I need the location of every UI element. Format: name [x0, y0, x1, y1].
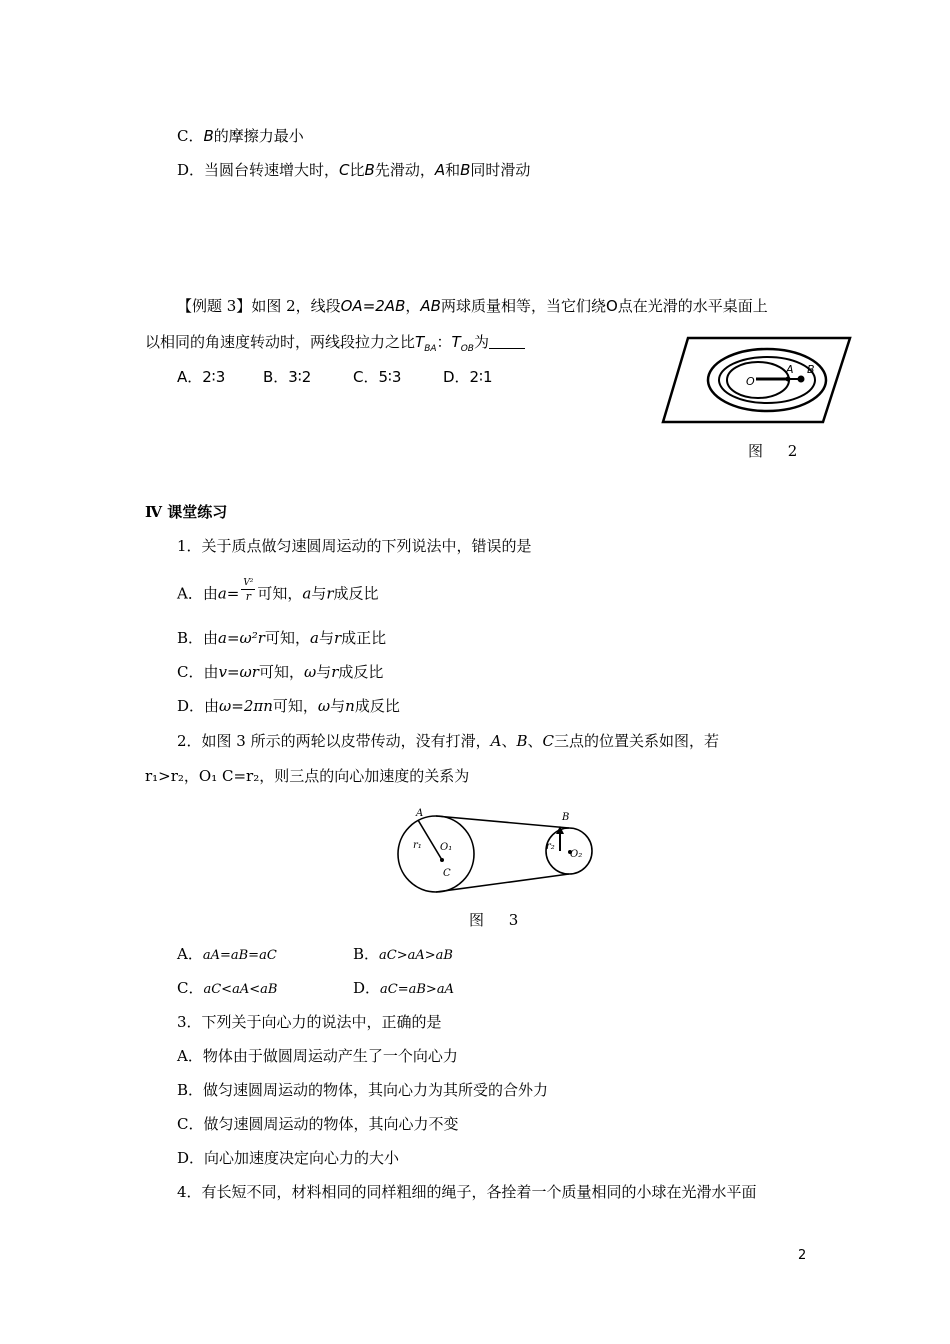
variable: T: [451, 333, 461, 351]
q4-stem: 4．有长短不同，材料相同的同样粗细的绳子，各拴着一个质量相同的小球在光滑水平面: [177, 1183, 757, 1201]
text: 与: [318, 629, 334, 647]
figure-2: [660, 335, 854, 427]
text: 可知，: [258, 663, 304, 681]
variable: B: [203, 127, 214, 145]
q1-stem: 1．关于质点做匀速圆周运动的下列说法中，错误的是: [177, 537, 532, 555]
page-number: 2: [798, 1248, 807, 1263]
variable: r: [333, 629, 342, 647]
text: 三点的位置关系如图，若: [554, 732, 720, 750]
text: A．由: [177, 584, 218, 603]
label-a: A: [786, 363, 794, 376]
text: 与: [330, 697, 346, 715]
text: 成反比: [338, 663, 384, 681]
subscript: BA: [424, 344, 437, 354]
text: 可知，: [272, 697, 318, 715]
q2-line-2: r₁>r₂，O₁ C=r₂，则三点的向心加速度的关系为: [145, 767, 470, 785]
q2-options-row-2: [177, 978, 454, 1000]
option-a: A．2∶3: [177, 368, 226, 386]
option-b-prefix: B．: [353, 945, 380, 963]
variable: n: [345, 697, 355, 715]
q1-option-a: [177, 578, 379, 608]
q1-option-c: [177, 662, 383, 682]
q3-option-d: D．向心加速度决定向心力的大小: [177, 1149, 400, 1167]
option-c: C．5∶3: [353, 368, 402, 386]
option-d-formula: aC=aB>aA: [380, 982, 454, 997]
label-r1: r₁: [413, 840, 422, 851]
label-a: A: [416, 808, 424, 819]
section-title: Ⅳ 课堂练习: [145, 503, 228, 521]
q3-option-b: B．做匀速圆周运动的物体，其向心力为其所受的合外力: [177, 1081, 549, 1099]
example-label: 【例题 3】: [177, 297, 252, 315]
variable: ω: [303, 663, 317, 681]
label-o: O: [746, 375, 755, 388]
variable: a: [302, 584, 312, 603]
answer-blank: [489, 334, 525, 349]
text: 如图 2，线段: [251, 297, 341, 315]
figure-2-caption: 图 2: [748, 442, 808, 460]
example-3-line-1: [177, 296, 768, 316]
label-b: B: [562, 812, 570, 823]
text: 与: [311, 584, 327, 603]
text: 两球质量相等，当它们绕: [440, 297, 606, 315]
numerator: V²: [243, 578, 254, 588]
variable: A: [490, 732, 502, 750]
variable: B: [460, 161, 471, 179]
option-b: B．3∶2: [263, 368, 312, 386]
q1-option-d: [177, 696, 400, 716]
text: 可知，: [257, 584, 303, 603]
text: 成反比: [333, 584, 379, 603]
text: 与: [316, 663, 332, 681]
text: 以相同的角速度转动时，两线段拉力之比: [145, 333, 416, 351]
text: =: [226, 584, 240, 603]
text: C．由: [177, 663, 219, 681]
figure-3: [380, 802, 620, 902]
q3-stem: 3．下列关于向心力的说法中，正确的是: [177, 1013, 442, 1031]
variable: C: [542, 732, 555, 750]
q1-option-b: [177, 628, 386, 648]
label-r2: r₂: [546, 841, 555, 852]
variable: A: [434, 161, 446, 179]
text: 为: [473, 333, 489, 351]
option-d-top: [177, 160, 530, 180]
variable: r: [326, 584, 334, 603]
variable: O: [605, 297, 618, 315]
figure-3-caption: 图 3: [469, 911, 529, 929]
q3-option-a: A．物体由于做圆周运动产生了一个向心力: [177, 1047, 458, 1065]
variable: a: [217, 584, 227, 603]
variable: C: [339, 161, 350, 179]
option-text: D．当圆台转速增大时，: [177, 161, 340, 179]
text: 可知，: [264, 629, 310, 647]
option-c-prefix: C．: [177, 979, 204, 997]
variable: T: [415, 333, 425, 351]
option-a-prefix: A．: [177, 945, 203, 963]
formula: ω=2πn: [219, 697, 273, 715]
formula: v=ωr: [218, 663, 259, 681]
text: B．由: [177, 629, 219, 647]
text: ：: [436, 333, 452, 351]
variable: B: [364, 161, 375, 179]
text: 成正比: [341, 629, 387, 647]
option-text: 和: [445, 161, 461, 179]
variable: ω: [317, 697, 331, 715]
example-3-line-2: [145, 332, 525, 359]
denominator: r: [245, 590, 251, 603]
text: 、: [527, 732, 543, 750]
text: ，: [405, 297, 421, 315]
example-3-options: [177, 367, 493, 387]
variable: OA=2AB: [340, 297, 406, 315]
variable: a: [309, 629, 319, 647]
option-text: 比: [349, 161, 365, 179]
option-b-formula: aC>aA>aB: [379, 948, 453, 963]
option-d-prefix: D．: [353, 979, 381, 997]
q2-line-1: [177, 731, 719, 751]
option-c-top: [177, 126, 304, 146]
text: 成反比: [354, 697, 400, 715]
variable: B: [516, 732, 528, 750]
option-text: 先滑动，: [374, 161, 435, 179]
variable: r: [331, 663, 339, 681]
variable: AB: [420, 297, 441, 315]
option-text: 的摩擦力最小: [213, 127, 304, 145]
text: 、: [501, 732, 517, 750]
text: D．由: [177, 697, 220, 715]
subscript: OB: [460, 344, 474, 354]
label-c: C: [443, 868, 451, 879]
option-prefix: C．: [177, 127, 204, 145]
fraction: [241, 577, 255, 604]
formula: a=ω²r: [218, 629, 265, 647]
q2-options-row-1: [177, 944, 453, 966]
label-o1: O₁: [440, 842, 453, 853]
option-c-formula: aC<aA<aB: [203, 982, 278, 997]
option-a-formula: aA=aB=aC: [202, 948, 277, 963]
option-d: D．2∶1: [443, 368, 493, 386]
text: 2．如图 3 所示的两轮以皮带传动，没有打滑，: [177, 732, 491, 750]
text: 点在光滑的水平桌面上: [617, 297, 768, 315]
option-text: 同时滑动: [470, 161, 531, 179]
label-o2: O₂: [570, 849, 583, 860]
label-b: B: [807, 363, 815, 376]
q3-option-c: C．做匀速圆周运动的物体，其向心力不变: [177, 1115, 459, 1133]
